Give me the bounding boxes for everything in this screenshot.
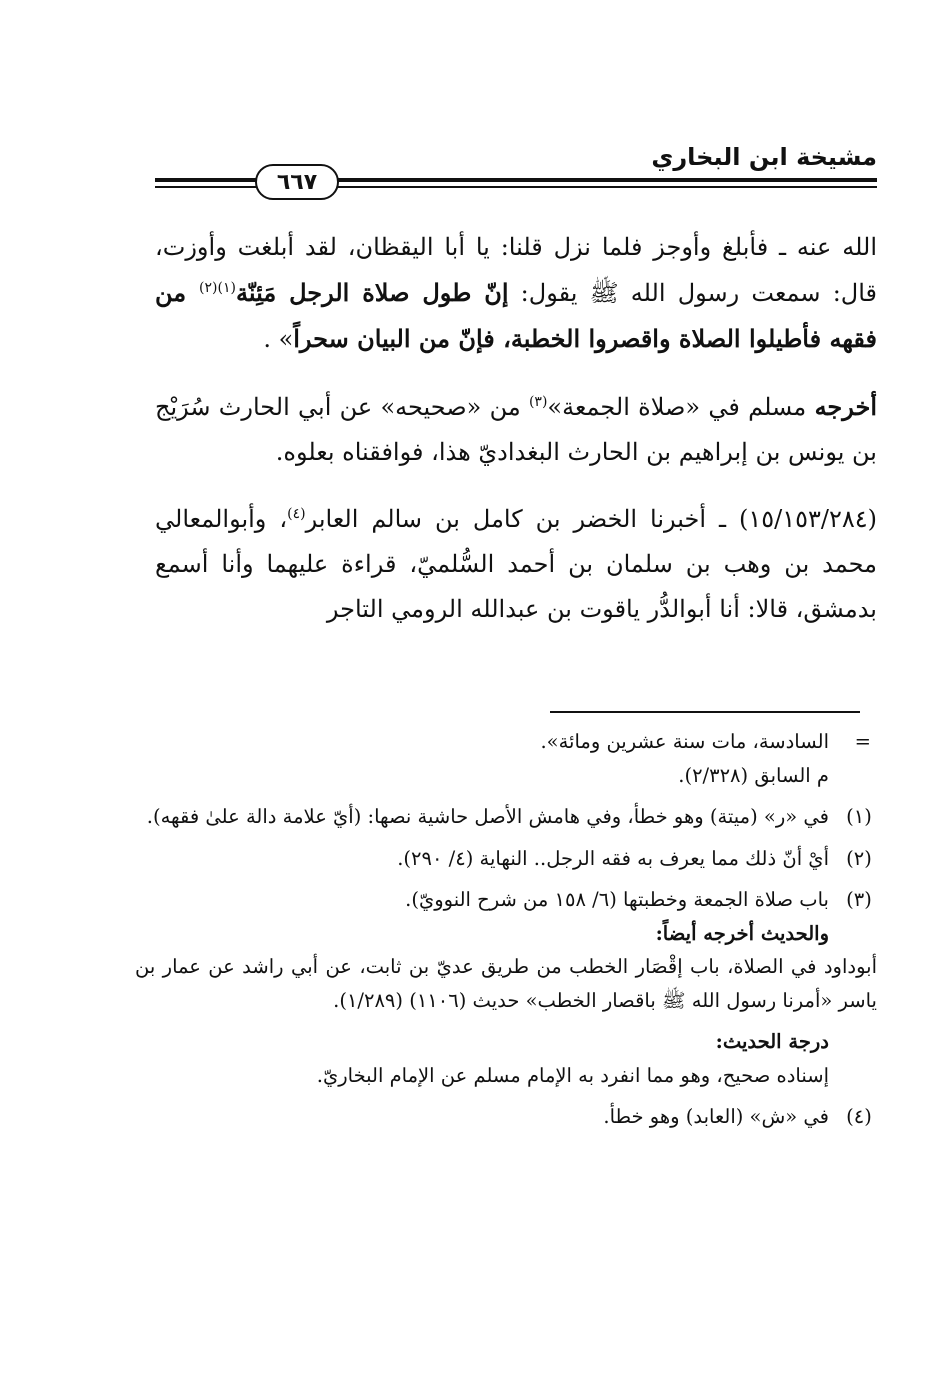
running-title: مشيخة ابن البخاري [651, 143, 877, 171]
footnote-3-number: (٣) [846, 888, 872, 911]
footnotes [135, 725, 877, 1134]
footnote-4-text: في «ش» (العابد) وهو خطأ. [603, 1105, 829, 1128]
p2-text-1: مسلم في «صلاة الجمعة» [547, 393, 815, 421]
footnote-gap [135, 792, 877, 800]
paragraph-1 [155, 225, 877, 362]
footnote-1-text: في «ر» (ميتة) وهو خطأ، وفي هامش الأصل حاشية نصها: (أيّ علامة دالة علىٰ فقهه). [146, 805, 829, 828]
p3-text-1: (١٥/١٥٣/٢٨٤) ـ أخبرنا الخضر بن كامل بن سالم العابر [305, 505, 877, 533]
footnote-4-number: (٤) [846, 1105, 872, 1128]
footnote-4 [135, 1100, 877, 1134]
footnote-3-subheading-2: درجة الحديث: [715, 1030, 829, 1053]
footnote-gap [135, 1092, 877, 1100]
page-number: ٦٦٧ [276, 169, 318, 195]
continuation-mark: = [854, 730, 871, 753]
footnote-gap [135, 1017, 877, 1025]
footnote-3-body-1: أبوداود في الصلاة، باب إقْصَار الخطب من طريق عديّ بن ثابت، عن أبي راشد عن عمار بن ياسر «أمرنا رسول الله ﷺ باقصار الخطب» حديث (١١٠٦) (١/٢٨٩). [135, 955, 877, 1012]
paragraph-gap [155, 475, 877, 497]
paragraph-2 [155, 384, 877, 475]
footnote-3-subheading-1: والحديث أخرجه أيضاً: [655, 921, 829, 945]
p1-footnote-ref: (١)(٢) [199, 280, 236, 296]
paragraph-3 [155, 497, 877, 632]
footnote-separator [550, 711, 860, 713]
p2-footnote-ref: (٣) [528, 394, 548, 410]
p3-text-2: ، وأبوالمعالي محمد بن وهب بن سلمان بن أحمد السُّلميّ، قراءة عليهما وأنا أسمع بدمشق، قالا: أنا أبوالدُّر ياقوت بن عبدالله الرومي التاجر [155, 505, 877, 623]
footnote-2-text: أيْ أنّ ذلك مما يعرف به فقه الرجل.. النهاية (٤/ ٢٩٠). [397, 846, 829, 870]
p1-hadith-1: إنّ طول صلاة الرجل مَئِنّة [235, 278, 509, 307]
p1-text-end: » . [263, 325, 294, 353]
footnote-2 [135, 842, 877, 876]
footnote-gap [135, 875, 877, 883]
p2-lead: أخرجه [814, 392, 878, 421]
footnote-1-number: (١) [846, 805, 872, 828]
page-number-badge [255, 164, 339, 200]
footnote-1 [135, 800, 877, 834]
footnote-gap [135, 834, 877, 842]
continuation-line-2: م السابق (٢/٣٢٨). [678, 763, 829, 787]
p1-hadith-2: من فقهه فأطيلوا الصلاة واقصروا الخطبة، فإنّ من البيان سحراً [155, 278, 877, 353]
main-text [155, 225, 877, 632]
footnote-2-number: (٢) [846, 846, 872, 870]
footnote-3-text: باب صلاة الجمعة وخطبتها (٦/ ١٥٨ من شرح النوويّ). [405, 888, 829, 911]
footnote-continuation [135, 725, 877, 792]
footnote-3-body-2: إسناده صحيح، وهو مما انفرد به الإمام مسلم عن الإمام البخاريّ. [316, 1063, 829, 1087]
footnote-3 [135, 883, 877, 1092]
p2-text-2: من «صحيحه» عن أبي الحارث سُرَيْج بن يونس بن إبراهيم بن الحارث البغداديّ هذا، فوافقناه بعلوه. [155, 393, 877, 466]
paragraph-gap [155, 362, 877, 384]
continuation-line-1: السادسة، مات سنة عشرين ومائة». [540, 730, 829, 753]
p1-text-1: الله عنه ـ فأبلغ وأوجز فلما نزل قلنا: يا أبا اليقظان، لقد أبلغت وأوزت، قال: سمعت رسول الله ﷺ يقول: [155, 233, 878, 307]
p3-footnote-ref: (٤) [287, 506, 306, 522]
